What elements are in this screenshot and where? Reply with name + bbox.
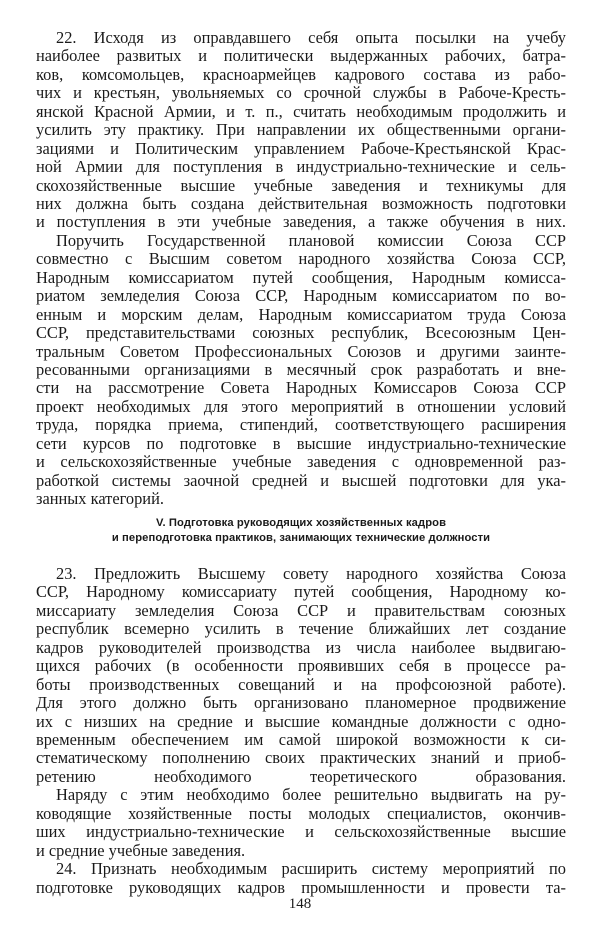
text-line: щихся рабочих (в особенности проявивших себя в процессе ра-: [36, 657, 566, 676]
text-line: и сельскохозяйственные учебные заведения с одновременной раз-: [36, 453, 566, 472]
text-line: ССР, Народному комиссариату путей сообщения, Народному ко-: [36, 583, 566, 602]
text-line: ретению необходимого теоретического образования.: [36, 767, 566, 786]
text-line: 23. Предложить Высшему совету народного хозяйства Союза: [56, 565, 566, 583]
paragraph-23-continuation: [36, 786, 566, 860]
text-line: боты производственных совещаний и на профсоюзной работе).: [36, 675, 566, 694]
paragraph-24: [36, 860, 566, 897]
paragraph-22: [36, 29, 566, 232]
text-line: миссариату земледелия Союза ССР и правительствам союзных: [36, 601, 566, 620]
text-line: Наряду с этим необходимо более решительно выдвигать на ру-: [56, 786, 566, 805]
text-line: тральным Советом Профессиональных Союзов и другими заинте-: [36, 342, 566, 361]
text-line: зациями и Политическим управлением Рабоче-Крестьянской Крас-: [36, 139, 566, 158]
text-line: работкой системы заочной средней и высшей подготовки для ука-: [36, 471, 566, 490]
text-line: и средние учебные заведения.: [36, 841, 246, 860]
section-heading-line-1: V. Подготовка руководящих хозяйственных кадров: [155, 517, 447, 529]
section-heading: [36, 516, 566, 546]
text-line: ших индустриально-технические и сельскохозяйственные высшие: [36, 823, 566, 842]
text-line: труда, порядка приема, стипендий, соответствующего расширения: [36, 416, 566, 435]
text-line: подготовке руководящих кадров промышленности и провести та-: [36, 878, 566, 897]
text-line: 24. Признать необходимым расширить систему мероприятий по: [56, 860, 566, 879]
paragraph-23: [36, 565, 566, 786]
text-line: Народным комиссариатом путей сообщения, Народным комисса-: [36, 268, 566, 287]
text-line: янской Красной Армии, и т. п., считать необходимым продолжить и: [36, 102, 566, 121]
text-line: временным обеспечением им самой широкой возможности к си-: [36, 730, 566, 749]
text-line: и поступления в эти учебные заведения, а также обучения в них.: [36, 213, 566, 232]
text-line: наиболее развитых и политически выдержанных рабочих, батра-: [36, 47, 566, 66]
text-line: 22. Исходя из оправдавшего себя опыта посылки на учебу: [56, 29, 566, 47]
text-line: занных категорий.: [36, 490, 164, 509]
text-line: енным и морским делам, Народным комиссариатом труда Союза: [36, 305, 566, 324]
text-line: ков, комсомольцев, красноармейцев кадрового состава из рабо-: [36, 65, 566, 84]
text-line: республик всемерно усилить в течение ближайших лет создание: [36, 620, 566, 639]
text-line: Для этого должно быть организовано планомерное продвижение: [36, 694, 566, 713]
text-line: совместно с Высшим советом народного хозяйства Союза ССР,: [36, 250, 566, 269]
text-line: чих и крестьян, увольняемых со срочной службы в Рабоче-Кресть-: [36, 84, 566, 103]
text-line: скохозяйственные высшие учебные заведения и техникумы для: [36, 176, 566, 195]
paragraph-22-continuation: [36, 232, 566, 509]
text-line: их с низших на средние и высшие командные должности с одно-: [36, 712, 566, 731]
text-line: усилить эту практику. При направлении их общественными органи-: [36, 121, 566, 140]
text-line: ной Армии для поступления в индустриально-технические и сель-: [36, 158, 566, 177]
text-line: сти на рассмотрение Совета Народных Комиссаров Союза ССР: [36, 379, 566, 398]
text-line: ководящие хозяйственные посты молодых специалистов, окончив-: [36, 804, 566, 823]
text-line: стематическому пополнению своих практических знаний и приоб-: [36, 749, 566, 768]
text-line: ресованными организациями в месячный срок разработать и вне-: [36, 361, 566, 379]
text-line: ССР, представительствами союзных республик, Всесоюзным Цен-: [36, 324, 566, 343]
text-line: проект необходимых для этого мероприятий в отношении условий: [36, 397, 566, 416]
text-line: риатом земледелия Союза ССР, Народным комиссариатом по во-: [36, 287, 566, 306]
section-heading-line-2: и переподготовка практиков, занимающих технические должности: [111, 532, 491, 544]
text-line: Поручить Государственной плановой комиссии Союза ССР: [56, 231, 566, 250]
text-line: сети курсов по подготовке в высшие индустриально-технические: [36, 434, 566, 453]
text-line: них должна быть создана действительная возможность подготовки: [36, 194, 566, 213]
page-number: 148: [288, 896, 312, 912]
text-line: кадров руководителей производства из числа наиболее выдвигаю-: [36, 638, 566, 657]
